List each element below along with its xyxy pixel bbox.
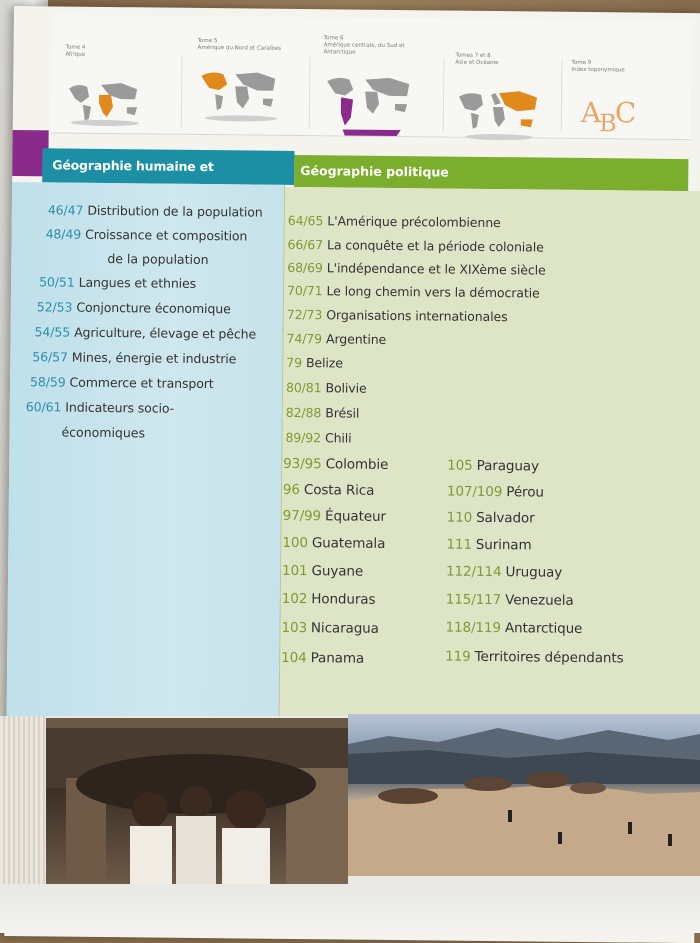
toc-entry [282, 535, 385, 552]
volume-tome-label: Tome 4 [65, 44, 86, 51]
entry-label: Salvador [476, 509, 535, 527]
page-number: 103 [281, 619, 308, 637]
toc-entry [282, 591, 376, 608]
entry-label: Guatemala [311, 535, 386, 552]
toc-entry [447, 484, 544, 501]
page-number: 80/81 [285, 379, 322, 396]
toc-entry [35, 324, 257, 341]
entry-label: Uruguay [505, 564, 563, 581]
entry-label: Guyane [311, 563, 364, 580]
volume-tome-label: Tome 6 [323, 35, 344, 42]
page-number: 118/119 [445, 619, 501, 637]
toc-entry [46, 226, 248, 243]
page-number: 66/67 [287, 236, 324, 253]
page-number: 101 [282, 562, 308, 580]
entry-label: La conquête et la période coloniale [326, 237, 544, 255]
volume-tome-label: Tome 9 [571, 59, 592, 67]
abc-index-logo: ABC [580, 95, 635, 138]
page-number: 54/55 [34, 324, 71, 340]
page-number: 97/99 [282, 507, 322, 525]
children-photo [46, 718, 348, 884]
toc-entry [445, 649, 624, 667]
page-number: 93/95 [283, 455, 322, 473]
toc-entry [287, 237, 543, 255]
section-header-political-geography: Géographie politique [294, 155, 688, 191]
sea-lions-photo [348, 714, 700, 876]
entry-label: Pérou [506, 484, 544, 501]
toc-entry [447, 510, 535, 527]
entry-continuation: de la population [107, 250, 209, 268]
toc-entry [39, 274, 196, 291]
entry-label: Le long chemin vers la démocratie [326, 283, 540, 301]
entry-label: Mines, énergie et industrie [71, 349, 237, 367]
page-number: 70/71 [286, 282, 323, 299]
world-map-south-america-icon [323, 73, 420, 142]
page-number: 64/65 [287, 212, 324, 229]
toc-entry [30, 374, 214, 391]
page-number: 100 [282, 534, 308, 552]
toc-entry [446, 592, 574, 609]
toc-entry [288, 213, 501, 230]
entry-label: Croissance et composition [85, 226, 248, 244]
entry-label: Commerce et transport [69, 374, 214, 392]
page-number: 105 [447, 457, 473, 474]
world-map-north-america-icon [197, 66, 284, 125]
entry-label: Brésil [325, 405, 360, 421]
toc-entry [283, 482, 375, 499]
toc-entry [286, 355, 343, 371]
entry-label: Venezuela [505, 592, 574, 609]
page-number: 74/79 [286, 330, 323, 347]
toc-entry [48, 202, 263, 219]
page-number: 72/73 [286, 306, 323, 323]
volume-tome-5 [197, 16, 282, 134]
toc-entry [446, 537, 531, 554]
page-number: 107/109 [446, 483, 503, 501]
toc-entry [282, 563, 363, 580]
page-number: 79 [286, 354, 303, 371]
toc-entry [287, 283, 540, 301]
toc-entry [285, 430, 351, 446]
entry-label: Belize [305, 355, 343, 371]
volume-region-label: Amérique du Nord et Caraïbes [197, 44, 282, 52]
page-number: 115/117 [445, 591, 502, 609]
toc-entry [283, 456, 388, 473]
page-number: 52/53 [36, 299, 73, 315]
entry-label: Costa Rica [303, 482, 375, 499]
section-header-human-geography: Géographie humaine et [42, 148, 294, 185]
page-number: 112/114 [446, 563, 502, 581]
toc-entry [32, 349, 236, 366]
toc-entry [445, 620, 582, 637]
toc-entry [446, 564, 562, 581]
page-number: 96 [282, 481, 301, 499]
toc-entry [286, 405, 360, 421]
entry-label: Honduras [311, 591, 376, 608]
entry-label: Distribution de la population [87, 202, 263, 220]
entry-label: Bolivie [325, 380, 367, 396]
toc-entry [281, 620, 379, 637]
entry-label: Langues et ethnies [78, 274, 197, 291]
curtain-photo-edge [0, 716, 46, 884]
volume-maps-strip [51, 14, 692, 140]
toc-entry [447, 458, 539, 475]
entry-label: Chili [324, 430, 352, 446]
volume-region-label: Asie et Océanie [455, 59, 499, 67]
entry-label: Agriculture, élevage et pêche [74, 324, 257, 342]
toc-entry [26, 399, 174, 416]
page-number: 104 [281, 649, 307, 667]
toc-entry [287, 307, 508, 324]
entry-label: L'Amérique précolombienne [327, 213, 501, 231]
page-number: 58/59 [29, 374, 66, 390]
entry-label: Argentine [325, 331, 387, 347]
entry-label: Équateur [324, 508, 387, 525]
entry-label: Organisations internationales [326, 307, 508, 325]
page-number: 89/92 [285, 429, 322, 446]
volume-tome-6 [323, 17, 405, 135]
entry-label: Indicateurs socio- [65, 399, 175, 416]
volume-region-label: Index toponymique [571, 66, 625, 74]
page-number: 119 [445, 648, 471, 665]
entry-label: Surinam [475, 536, 532, 554]
entry-label: L'indépendance et le XIXème siècle [326, 260, 546, 278]
page-number: 111 [446, 536, 472, 553]
entry-label: Antarctique [504, 620, 583, 637]
entry-continuation: économiques [61, 424, 146, 441]
toc-entry [37, 299, 231, 316]
page-number: 48/49 [45, 226, 82, 242]
page-number: 110 [446, 509, 473, 526]
toc-entry [287, 260, 546, 278]
toc-entry [281, 650, 364, 667]
world-map-africa-icon [65, 77, 146, 130]
page-number: 46/47 [47, 202, 84, 218]
entry-label: Nicaragua [310, 620, 379, 637]
page-number: 68/69 [287, 259, 323, 276]
volume-region-label: Afrique [65, 51, 86, 58]
toc-entry [286, 380, 367, 396]
entry-label: Territoires dépendants [474, 648, 624, 667]
entry-label: Panama [310, 650, 365, 667]
page-number: 82/88 [285, 404, 322, 421]
entry-label: Colombie [325, 456, 389, 473]
entry-label: Paraguay [476, 457, 539, 475]
volume-region-label: Amérique centrale, du Sud et Antarctique [323, 42, 405, 56]
entry-label: Conjoncture économique [76, 299, 231, 317]
page-number: 60/61 [25, 399, 62, 415]
page-number: 102 [281, 590, 308, 608]
page-number: 56/57 [32, 349, 68, 365]
volume-tome-label: Tome 5 [197, 37, 218, 45]
toc-entry [286, 331, 386, 347]
page-number: 50/51 [39, 274, 75, 290]
volume-tome-4 [65, 15, 86, 133]
volume-tome-label: Tomes 7 et 8 [455, 52, 491, 59]
toc-entry [283, 508, 386, 525]
volume-tome-7-8 [455, 19, 499, 137]
world-map-asia-oceania-icon [455, 87, 542, 144]
